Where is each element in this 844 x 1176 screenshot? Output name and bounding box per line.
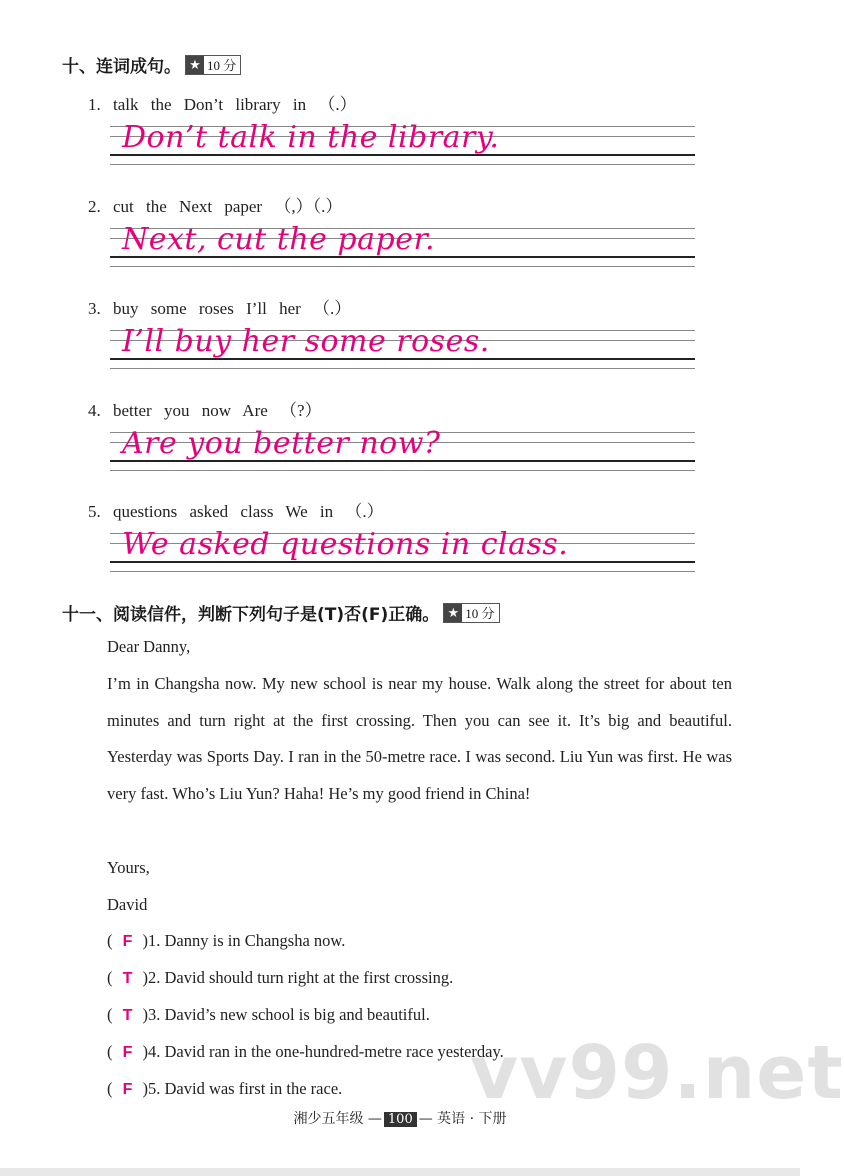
tf-item-5: ( F )5. David was first in the race. <box>107 1079 343 1098</box>
question-2-prompt: 2. cut the Next paper （,）（.） <box>88 197 343 216</box>
question-3-prompt: 3. buy some roses I’ll her （.） <box>88 299 352 318</box>
bottom-edge <box>0 1168 800 1176</box>
section-10-heading: 十、连词成句。 <box>62 57 181 77</box>
question-5-answer: We asked questions in class. <box>122 527 569 562</box>
question-4-answer: Are you better now? <box>122 426 441 461</box>
tf-answer-1: F <box>122 933 133 950</box>
letter-body: I’m in Changsha now. My new school is near my house. Walk along the street for about ten minutes and turn right at the first crossing. Then you can see it. It’s big and beautiful. Yesterday was Sports Day. I ran in the 50-metre race. I was second. Liu Yun was first. He was very fast. Who’s Liu Yun? Haha! He’s my good friend in China! <box>107 674 732 803</box>
section-10-title <box>62 52 241 77</box>
tf-answer-2: T <box>122 970 133 987</box>
star-icon: ★ <box>186 56 204 74</box>
letter-signature: David <box>107 895 148 914</box>
tf-statement-3: )3. David’s new school is big and beautiful. <box>142 1005 430 1024</box>
tf-item-3: ( T )3. David’s new school is big and beautiful. <box>107 1005 430 1024</box>
section-11-heading: 十一、阅读信件，判断下列句子是(T)否(F)正确。 <box>62 605 440 625</box>
tf-answer-4: F <box>122 1044 133 1061</box>
star-icon: ★ <box>444 604 462 622</box>
tf-answer-3: T <box>122 1007 133 1024</box>
letter-closing: Yours, <box>107 858 150 877</box>
tf-statement-2: )2. David should turn right at the first crossing. <box>142 968 454 987</box>
question-3-answer: I’ll buy her some roses. <box>122 324 490 359</box>
tf-item-1: ( F )1. Danny is in Changsha now. <box>107 931 346 950</box>
question-4-prompt: 4. better you now Are （?） <box>88 401 322 420</box>
tf-item-2: ( T )2. David should turn right at the first crossing. <box>107 968 454 987</box>
watermark: vv99.net <box>470 1030 844 1116</box>
tf-statement-1: )1. Danny is in Changsha now. <box>142 931 346 950</box>
question-5-prompt: 5. questions asked class We in （.） <box>88 502 384 521</box>
page-number: 100 <box>384 1112 417 1127</box>
question-1-answer: Don’t talk in the library. <box>122 120 500 155</box>
section-11-score: 10 分 <box>465 606 495 621</box>
tf-answer-5: F <box>122 1081 133 1098</box>
tf-item-4: ( F )4. David ran in the one-hundred-metre race yesterday. <box>107 1042 504 1061</box>
question-2-answer: Next, cut the paper. <box>122 222 436 257</box>
section-11-title <box>62 600 500 625</box>
page-footer <box>0 1108 800 1128</box>
section-11-score-box <box>443 603 499 623</box>
tf-statement-5: )5. David was first in the race. <box>142 1079 343 1098</box>
tf-statement-4: )4. David ran in the one-hundred-metre race yesterday. <box>142 1042 504 1061</box>
footer-right: — 英语 · 下册 <box>418 1111 507 1127</box>
section-10-score: 10 分 <box>207 58 237 73</box>
question-1-prompt: 1. talk the Don’t library in （.） <box>88 95 357 114</box>
footer-left: 湘少五年级 — <box>293 1111 382 1127</box>
section-10-score-box <box>185 55 241 75</box>
letter-greeting: Dear Danny, <box>107 637 191 656</box>
